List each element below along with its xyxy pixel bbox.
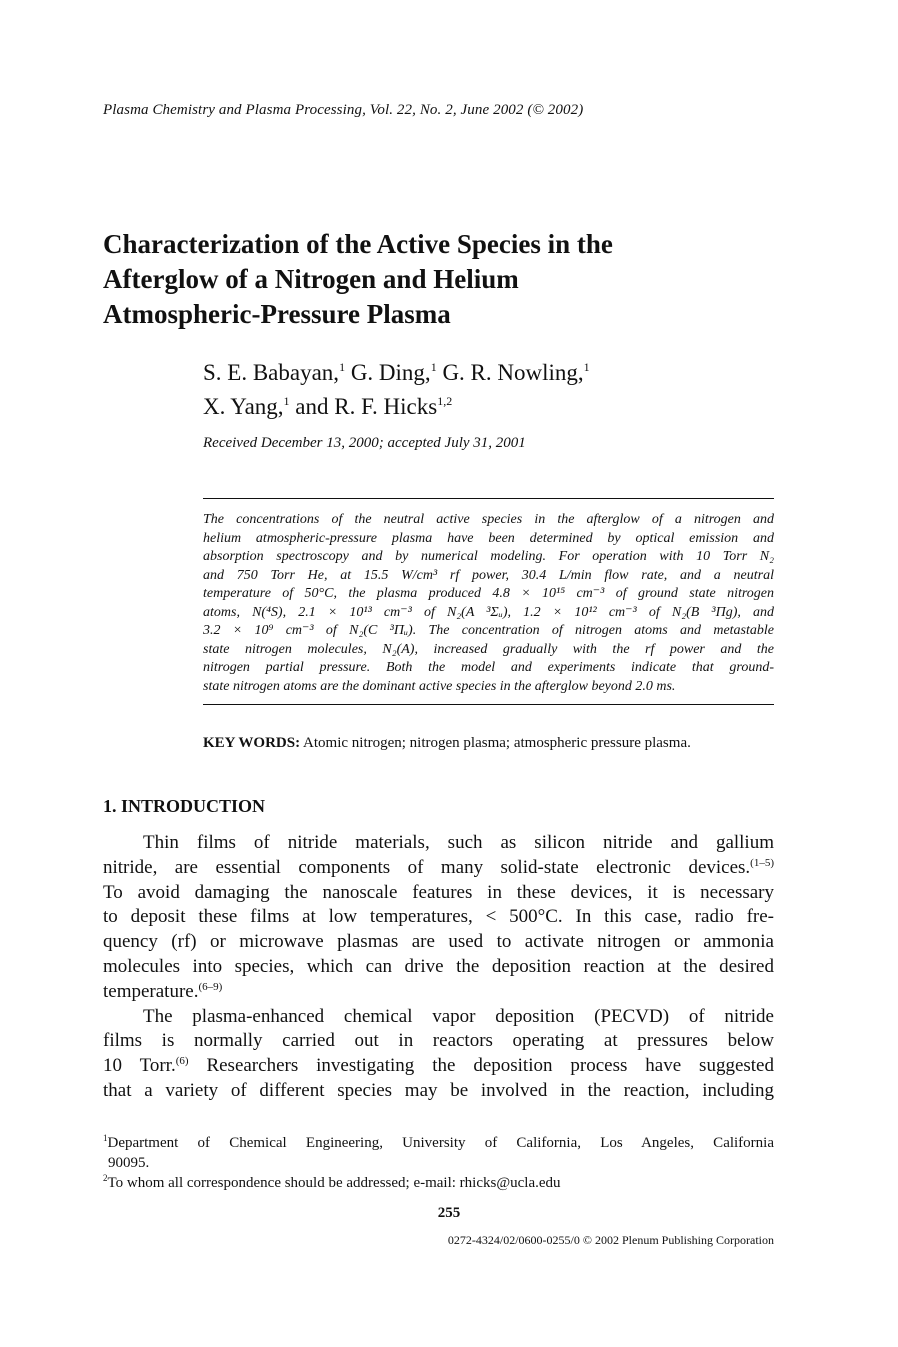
- abstract-line: helium atmospheric-pressure plasma have been determined by optical emission and: [203, 530, 774, 546]
- title-line: Atmospheric-Pressure Plasma: [103, 299, 451, 329]
- body-line: [103, 1054, 774, 1079]
- footnote-continuation: [103, 1153, 774, 1173]
- citation: (6): [175, 1055, 189, 1068]
- footnote: [103, 1133, 774, 1153]
- body-line-text: To avoid damaging the nanoscale features in these devices, it is necessary: [103, 881, 774, 903]
- body-line-text: nitride, are essential components of many solid-state electronic devices.: [103, 856, 751, 878]
- body-line-text: to deposit these films at low temperatures, < 500°C. In this case, radio fre-: [103, 906, 774, 928]
- title-line: Characterization of the Active Species in the: [103, 229, 613, 259]
- footnote: [103, 1173, 774, 1193]
- body-line-text: The plasma-enhanced chemical vapor deposition (PECVD) of nitride: [143, 1005, 774, 1027]
- footnote-text: Department of Chemical Engineering, University of California, Los Angeles, California: [107, 1135, 774, 1151]
- abstract-line: temperature of 50°C, the plasma produced 4.8 × 10¹⁵ cm⁻³ of ground state nitrogen: [203, 586, 774, 601]
- author-name: S. E. Babayan,: [203, 360, 340, 385]
- body-line: [103, 905, 774, 930]
- abstract-line: nitrogen partial pressure. Both the model and experiments indicate that ground-: [203, 660, 774, 675]
- footnotes: [103, 1133, 774, 1193]
- abstract-line: state nitrogen molecules, N₂(A), increased gradually with the rf power and the: [203, 641, 774, 657]
- copyright-line: 0272-4324/02/0600-0255/0 © 2002 Plenum Publishing Corporation: [447, 1233, 774, 1247]
- body-line-text: Researchers investigating the deposition process have suggested: [188, 1055, 774, 1077]
- footnote-text: 90095.: [108, 1155, 150, 1171]
- keywords: [203, 735, 691, 752]
- author-list: [203, 353, 590, 421]
- body-line-text: temperature.: [103, 980, 199, 1002]
- affiliation-mark: 1: [583, 360, 590, 374]
- author-name: G. R. Nowling,: [436, 360, 584, 385]
- abstract-top-rule: [203, 498, 774, 499]
- affiliation-mark: 1: [283, 394, 290, 408]
- author-name: and R. F. Hicks: [289, 394, 438, 419]
- affiliation-mark: 1: [430, 360, 437, 374]
- abstract-line: The concentrations of the neutral active species in the afterglow of a nitrogen and: [203, 512, 774, 527]
- affiliation-mark: 1,2: [437, 394, 453, 408]
- body-line-text: molecules into species, which can drive the deposition reaction at the desired: [103, 955, 774, 977]
- body-line: [103, 831, 774, 856]
- abstract-line: atoms, N(⁴S), 2.1 × 10¹³ cm⁻³ of N₂(A ³Σᵤ), 1.2 × 10¹² cm⁻³ of N₂(B ³Πg), and: [203, 604, 774, 620]
- citation: (1–5): [750, 856, 774, 869]
- citation: (6–9): [198, 980, 223, 993]
- body-line: [103, 856, 774, 881]
- body-line: [103, 1079, 774, 1104]
- author-name: G. Ding,: [345, 360, 431, 385]
- body-line-text: Thin films of nitride materials, such as silicon nitride and gallium: [143, 832, 774, 853]
- affiliation-mark: 1: [339, 360, 346, 374]
- footnote-text: To whom all correspondence should be addressed; e-mail: rhicks@ucla.edu: [107, 1175, 561, 1191]
- paper-title: [103, 227, 743, 332]
- body-line-text: films is normally carried out in reactors operating at pressures below: [103, 1030, 774, 1052]
- body-line: [103, 881, 774, 906]
- page-number: 255: [437, 1205, 461, 1221]
- body-text: [103, 831, 774, 1104]
- body-line: [103, 980, 774, 1005]
- footnote-mark: 1: [103, 1133, 108, 1143]
- journal-citation: Plasma Chemistry and Plasma Processing, Vol. 22, No. 2, June 2002 (© 2002): [103, 102, 584, 118]
- section-heading: 1. INTRODUCTION: [103, 796, 266, 816]
- keywords-text: Atomic nitrogen; nitrogen plasma; atmospheric pressure plasma.: [300, 735, 691, 751]
- body-line: [103, 1005, 774, 1030]
- keywords-label: KEY WORDS:: [203, 735, 301, 751]
- author-line-2: [203, 387, 590, 421]
- body-line: [103, 930, 774, 955]
- abstract-line: absorption spectroscopy and by numerical modeling. For operation with 10 Torr N₂: [203, 549, 774, 564]
- body-line-text: 10 Torr.: [103, 1055, 176, 1077]
- abstract-line: state nitrogen atoms are the dominant active species in the afterglow beyond 2.0 ms.: [203, 678, 676, 694]
- abstract-line: and 750 Torr He, at 15.5 W/cm³ rf power, 30.4 L/min flow rate, and a neutral: [203, 567, 774, 583]
- footnote-mark: 2: [103, 1173, 108, 1183]
- body-line-text: quency (rf) or microwave plasmas are used to activate nitrogen or ammonia: [103, 931, 774, 953]
- abstract-line: 3.2 × 10⁹ cm⁻³ of N₂(C ³Πᵤ). The concentration of nitrogen atoms and metastable: [203, 623, 774, 638]
- received-dates: Received December 13, 2000; accepted July 31, 2001: [203, 435, 526, 451]
- author-line-1: [203, 353, 590, 387]
- body-line: [103, 1029, 774, 1054]
- body-line: [103, 955, 774, 980]
- abstract-bottom-rule: [203, 704, 774, 705]
- abstract: [203, 511, 774, 696]
- author-name: X. Yang,: [203, 394, 284, 419]
- body-line-text: that a variety of different species may be involved in the reaction, including: [103, 1079, 774, 1101]
- title-line: Afterglow of a Nitrogen and Helium: [103, 264, 519, 294]
